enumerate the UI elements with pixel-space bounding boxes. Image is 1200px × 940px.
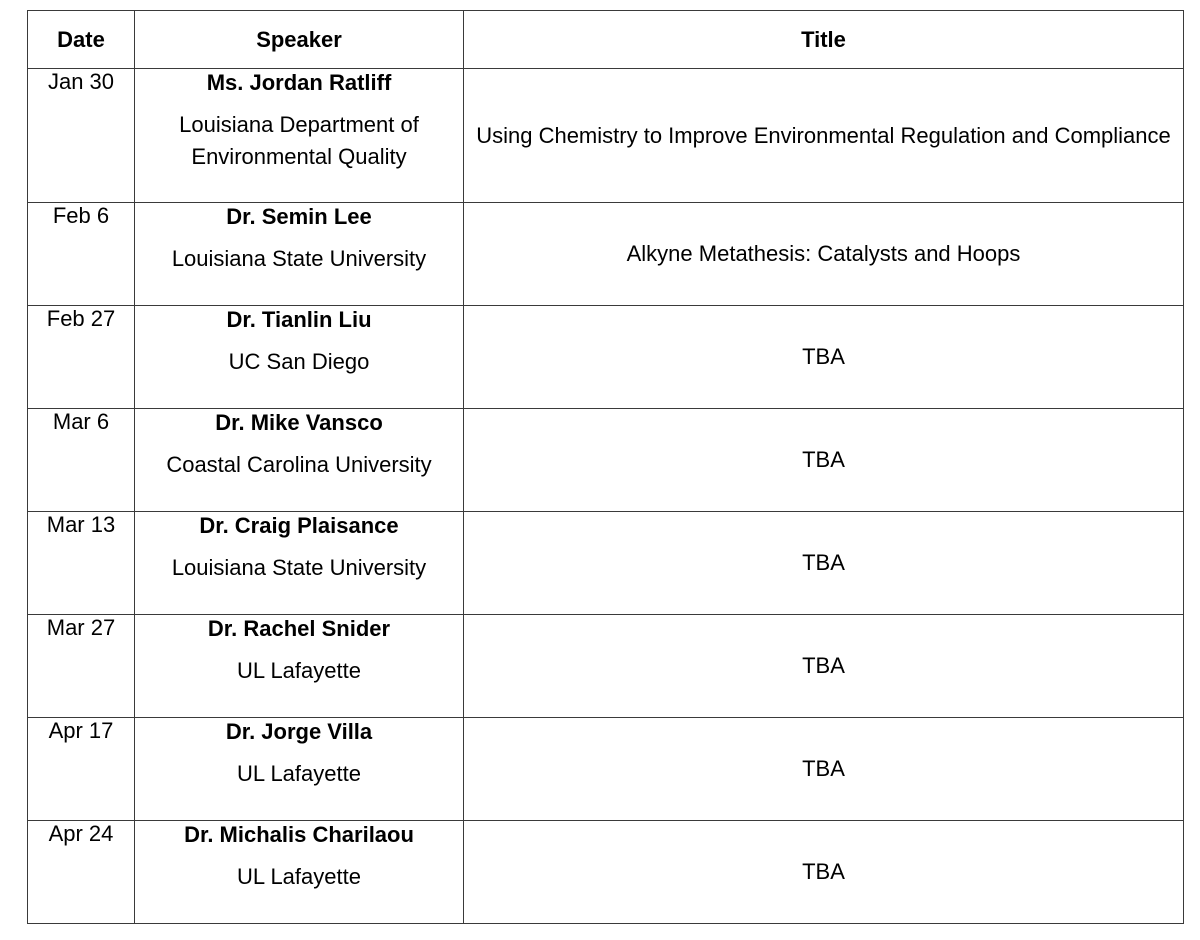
talk-title-cell: Using Chemistry to Improve Environmental Regulation and Compliance bbox=[464, 69, 1184, 203]
date-cell: Mar 13 bbox=[28, 512, 135, 615]
talk-title-cell: TBA bbox=[464, 615, 1184, 718]
speaker-cell bbox=[135, 69, 464, 203]
table-row bbox=[28, 615, 1184, 718]
table-row bbox=[28, 306, 1184, 409]
speaker-cell bbox=[135, 409, 464, 512]
date-cell: Mar 6 bbox=[28, 409, 135, 512]
table-row bbox=[28, 203, 1184, 306]
talk-title-cell: TBA bbox=[464, 306, 1184, 409]
speaker-cell bbox=[135, 718, 464, 821]
speaker-name: Dr. Craig Plaisance bbox=[199, 513, 399, 538]
talk-title-cell: TBA bbox=[464, 409, 1184, 512]
speaker-name: Dr. Tianlin Liu bbox=[226, 307, 372, 332]
date-cell: Feb 6 bbox=[28, 203, 135, 306]
talk-title-cell: TBA bbox=[464, 821, 1184, 924]
table-row bbox=[28, 718, 1184, 821]
speaker-affiliation: Coastal Carolina University bbox=[166, 452, 432, 477]
table-row bbox=[28, 821, 1184, 924]
speaker-cell bbox=[135, 615, 464, 718]
speaker-affiliation: UL Lafayette bbox=[237, 864, 361, 889]
date-cell: Apr 24 bbox=[28, 821, 135, 924]
speaker-affiliation: Louisiana Department of Environmental Quality bbox=[179, 112, 419, 169]
speaker-affiliation: Louisiana State University bbox=[171, 246, 427, 271]
speaker-name: Ms. Jordan Ratliff bbox=[206, 70, 392, 95]
talk-title-cell: Alkyne Metathesis: Catalysts and Hoops bbox=[464, 203, 1184, 306]
speaker-cell bbox=[135, 203, 464, 306]
speaker-name: Dr. Jorge Villa bbox=[225, 719, 373, 744]
date-cell: Mar 27 bbox=[28, 615, 135, 718]
speaker-name: Dr. Michalis Charilaou bbox=[184, 822, 414, 847]
speaker-affiliation: UL Lafayette bbox=[237, 761, 361, 786]
header-speaker: Speaker bbox=[135, 11, 464, 69]
date-cell: Apr 17 bbox=[28, 718, 135, 821]
speaker-name: Dr. Rachel Snider bbox=[207, 616, 391, 641]
table-row bbox=[28, 512, 1184, 615]
speaker-affiliation: UC San Diego bbox=[228, 349, 370, 374]
table-row bbox=[28, 69, 1184, 203]
speaker-cell bbox=[135, 821, 464, 924]
speaker-cell bbox=[135, 306, 464, 409]
date-cell: Jan 30 bbox=[28, 69, 135, 203]
speaker-name: Dr. Mike Vansco bbox=[215, 410, 383, 435]
speaker-affiliation: Louisiana State University bbox=[171, 555, 427, 580]
header-title: Title bbox=[464, 11, 1184, 69]
seminar-schedule-table bbox=[27, 10, 1184, 924]
speaker-cell bbox=[135, 512, 464, 615]
date-cell: Feb 27 bbox=[28, 306, 135, 409]
speaker-name: Dr. Semin Lee bbox=[226, 204, 372, 229]
talk-title-cell: TBA bbox=[464, 512, 1184, 615]
header-date: Date bbox=[28, 11, 135, 69]
speaker-affiliation: UL Lafayette bbox=[237, 658, 361, 683]
table-row bbox=[28, 409, 1184, 512]
talk-title-cell: TBA bbox=[464, 718, 1184, 821]
header-row bbox=[28, 11, 1184, 69]
